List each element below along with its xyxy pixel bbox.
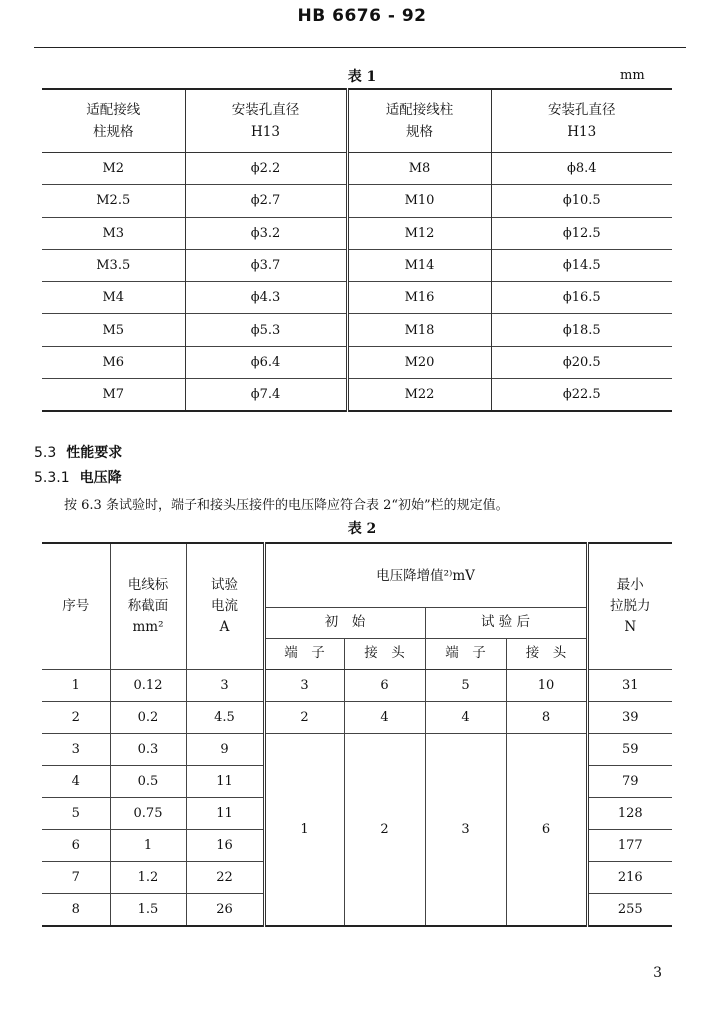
body-paragraph: 按 6.3 条试验时，端子和接头压接件的电压降应符合表 2“初始”栏的规定值。 [64, 498, 509, 513]
header-after-test: 试 验 后 [425, 607, 587, 638]
section-heading-5-3-1: 5.3.1 电压降 [34, 470, 122, 486]
table-row: M3 ϕ3.2 M12 ϕ12.5 [42, 217, 672, 249]
header-rule [34, 47, 686, 48]
table-row: M7 ϕ7.4 M22 ϕ22.5 [42, 379, 672, 412]
document-code-header: HB 6676 - 92 [297, 6, 427, 26]
header-terminal: 端 子 [425, 638, 506, 669]
table1-header-row [42, 89, 672, 153]
table1-caption: 表 1 [347, 69, 377, 85]
table1 [42, 88, 672, 412]
table-row: M5 ϕ5.3 M18 ϕ18.5 [42, 314, 672, 346]
table1-header-cell: 适配接线柱 规格 [347, 89, 491, 153]
table-row: 3 0.3 9 1 2 3 6 59 [42, 733, 672, 765]
table2 [42, 542, 672, 927]
table-row: M2.5 ϕ2.7 M10 ϕ10.5 [42, 185, 672, 217]
table-row: M3.5 ϕ3.7 M14 ϕ14.5 [42, 249, 672, 281]
table1-header-cell: 安装孔直径 H13 [185, 89, 347, 153]
table1-header-cell: 适配接线 柱规格 [42, 89, 185, 153]
header-initial: 初 始 [264, 607, 425, 638]
header-joint: 接 头 [344, 638, 425, 669]
table-row: 5 0.75 11 128 [42, 797, 672, 829]
page-number: 3 [653, 965, 662, 981]
table1-header-cell: 安装孔直径 H13 [491, 89, 672, 153]
header-seq: 序号 [42, 543, 110, 669]
table-row: M6 ϕ6.4 M20 ϕ20.5 [42, 346, 672, 378]
table-row: 7 1.2 22 216 [42, 861, 672, 893]
table-row: 2 0.2 4.5 2 4 4 8 39 [42, 701, 672, 733]
table-row: M4 ϕ4.3 M16 ϕ16.5 [42, 282, 672, 314]
header-current: 试验 电流 A [186, 543, 264, 669]
header-section: 电线标 称截面 mm² [110, 543, 186, 669]
table1-unit: mm [620, 68, 645, 83]
table-row: 8 1.5 26 255 [42, 893, 672, 926]
table-row: 1 0.12 3 3 6 5 10 31 [42, 669, 672, 701]
table-row: 4 0.5 11 79 [42, 765, 672, 797]
header-voltage: 电压降增值²⁾mV [264, 543, 587, 607]
header-pullout: 最小 拉脱力 N [587, 543, 672, 669]
section-heading-5-3: 5.3 性能要求 [34, 445, 123, 461]
table2-header-row [42, 543, 672, 607]
table2-caption: 表 2 [347, 521, 377, 537]
table-row: M2 ϕ2.2 M8 ϕ8.4 [42, 153, 672, 185]
header-terminal: 端 子 [264, 638, 344, 669]
header-joint: 接 头 [506, 638, 587, 669]
table-row: 6 1 16 177 [42, 829, 672, 861]
